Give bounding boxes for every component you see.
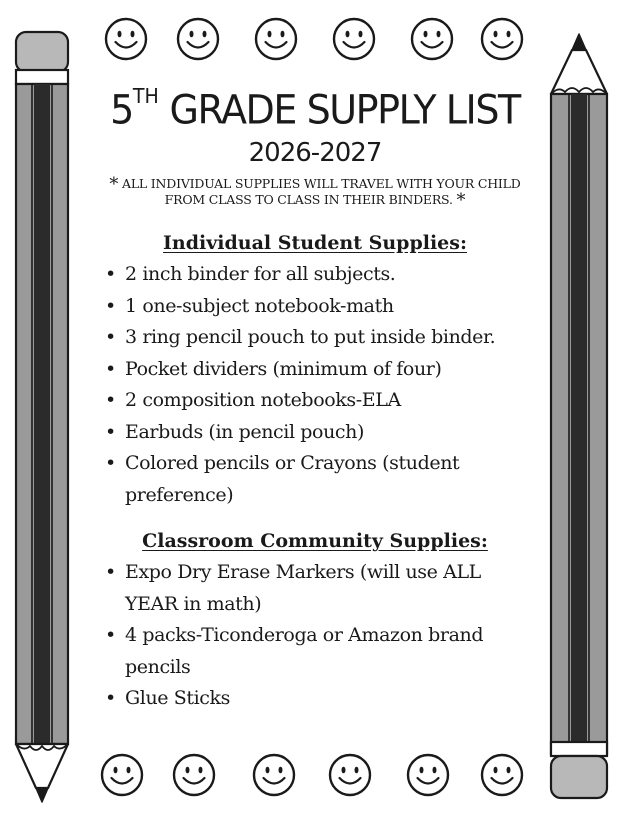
list-item: • 4 packs-Ticonderoga or Amazon brand pencils (105, 620, 535, 683)
bottom-smiley-row (95, 752, 535, 798)
list-item: • Pocket dividers (minimum of four) (105, 354, 535, 386)
smiley-face-icon (99, 752, 145, 798)
list-item: • Colored pencils or Crayons (student preference) (105, 448, 535, 511)
smiley-face-icon (479, 16, 525, 62)
page-title (106, 78, 524, 134)
list-item: • Expo Dry Erase Markers (will use ALL YEAR in math) (105, 557, 535, 620)
smiley-face-icon (175, 16, 221, 62)
smiley-face-icon (253, 16, 299, 62)
smiley-face-icon (331, 16, 377, 62)
individual-supplies-heading: Individual Student Supplies: (163, 232, 467, 255)
supply-list-document (95, 78, 535, 715)
notice-text: ALL INDIVIDUAL SUPPLIES WILL TRAVEL WITH YOUR CHILD FROM CLASS TO CLASS IN THEIR BINDERS. (122, 176, 521, 208)
community-supplies-heading: Classroom Community Supplies: (142, 530, 488, 553)
smiley-face-icon (251, 752, 297, 798)
smiley-face-icon (327, 752, 373, 798)
smiley-face-icon (171, 752, 217, 798)
smiley-face-icon (405, 752, 451, 798)
community-supplies-list (95, 557, 535, 715)
school-year: 2026-2027 (248, 138, 382, 169)
smiley-face-icon (103, 16, 149, 62)
title-ordinal: TH (132, 84, 159, 108)
list-item: • Glue Sticks (105, 683, 535, 715)
smiley-face-icon (409, 16, 455, 62)
list-item: • 2 composition notebooks-ELA (105, 385, 535, 417)
binder-notice (95, 174, 535, 212)
list-item: • 1 one-subject notebook-math (105, 291, 535, 323)
list-item: • 2 inch binder for all subjects. (105, 259, 535, 291)
list-item: • 3 ring pencil pouch to put inside binder. (105, 322, 535, 354)
smiley-face-icon (479, 752, 525, 798)
asterisk-icon: * (109, 174, 119, 196)
pencil-icon (8, 30, 76, 805)
title-text: GRADE SUPPLY LIST (158, 87, 520, 134)
list-item: • Earbuds (in pencil pouch) (105, 417, 535, 449)
individual-supplies-list (95, 259, 535, 511)
top-smiley-row (95, 16, 535, 62)
title-grade: 5 (110, 87, 133, 134)
asterisk-icon: * (456, 190, 466, 212)
pencil-icon (545, 32, 613, 802)
